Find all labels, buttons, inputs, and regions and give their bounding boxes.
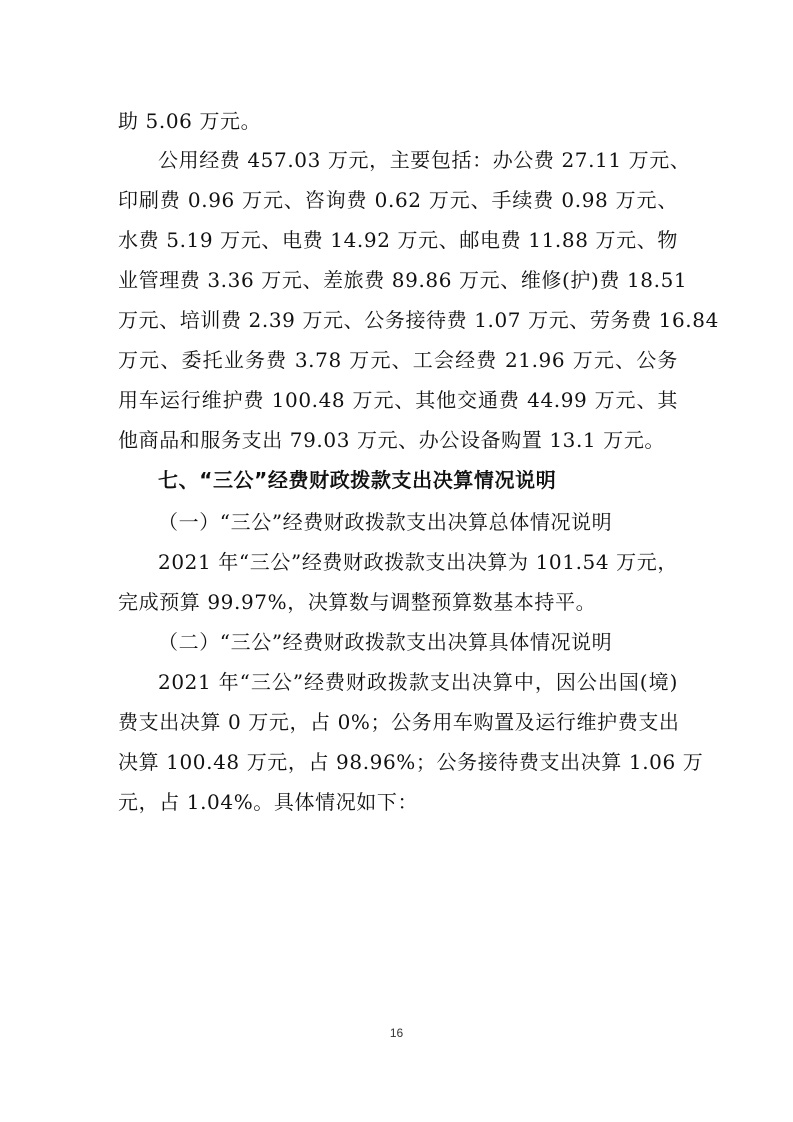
paragraph-line: 万元、培训费 2.39 万元、公务接待费 1.07 万元、劳务费 16.84	[118, 308, 719, 332]
paragraph-line: 2021 年“三公”经费财政拨款支出决算为 101.54 万元，	[158, 550, 678, 574]
paragraph-line: 业管理费 3.36 万元、差旅费 89.86 万元、维修(护)费 18.51	[118, 268, 688, 292]
paragraph-line: 费支出决算 0 万元，占 0%；公务用车购置及运行维护费支出	[118, 710, 680, 734]
section-heading: 七、“三公”经费财政拨款支出决算情况说明	[158, 468, 557, 492]
paragraph-line: 完成预算 99.97%，决算数与调整预算数基本持平。	[118, 590, 597, 614]
paragraph-line: 元，占 1.04%。具体情况如下：	[118, 790, 419, 814]
paragraph-line: 用车运行维护费 100.48 万元、其他交通费 44.99 万元、其	[118, 388, 678, 412]
paragraph-line: 印刷费 0.96 万元、咨询费 0.62 万元、手续费 0.98 万元、	[118, 188, 678, 212]
paragraph-line: 水费 5.19 万元、电费 14.92 万元、邮电费 11.88 万元、物	[118, 228, 678, 252]
paragraph-line: 他商品和服务支出 79.03 万元、办公设备购置 13.1 万元。	[118, 428, 666, 452]
subsection-heading: （一）“三公”经费财政拨款支出决算总体情况说明	[158, 510, 613, 534]
subsection-heading: （二）“三公”经费财政拨款支出决算具体情况说明	[158, 630, 613, 654]
paragraph-line: 2021 年“三公”经费财政拨款支出决算中，因公出国(境)	[158, 670, 678, 694]
paragraph-line: 公用经费 457.03 万元，主要包括：办公费 27.11 万元、	[158, 148, 691, 172]
paragraph-line: 万元、委托业务费 3.78 万元、工会经费 21.96 万元、公务	[118, 348, 678, 372]
paragraph-line: 决算 100.48 万元，占 98.96%；公务接待费支出决算 1.06 万	[118, 750, 704, 774]
page-number: 16	[389, 1026, 404, 1040]
paragraph-line: 助 5.06 万元。	[118, 109, 262, 133]
